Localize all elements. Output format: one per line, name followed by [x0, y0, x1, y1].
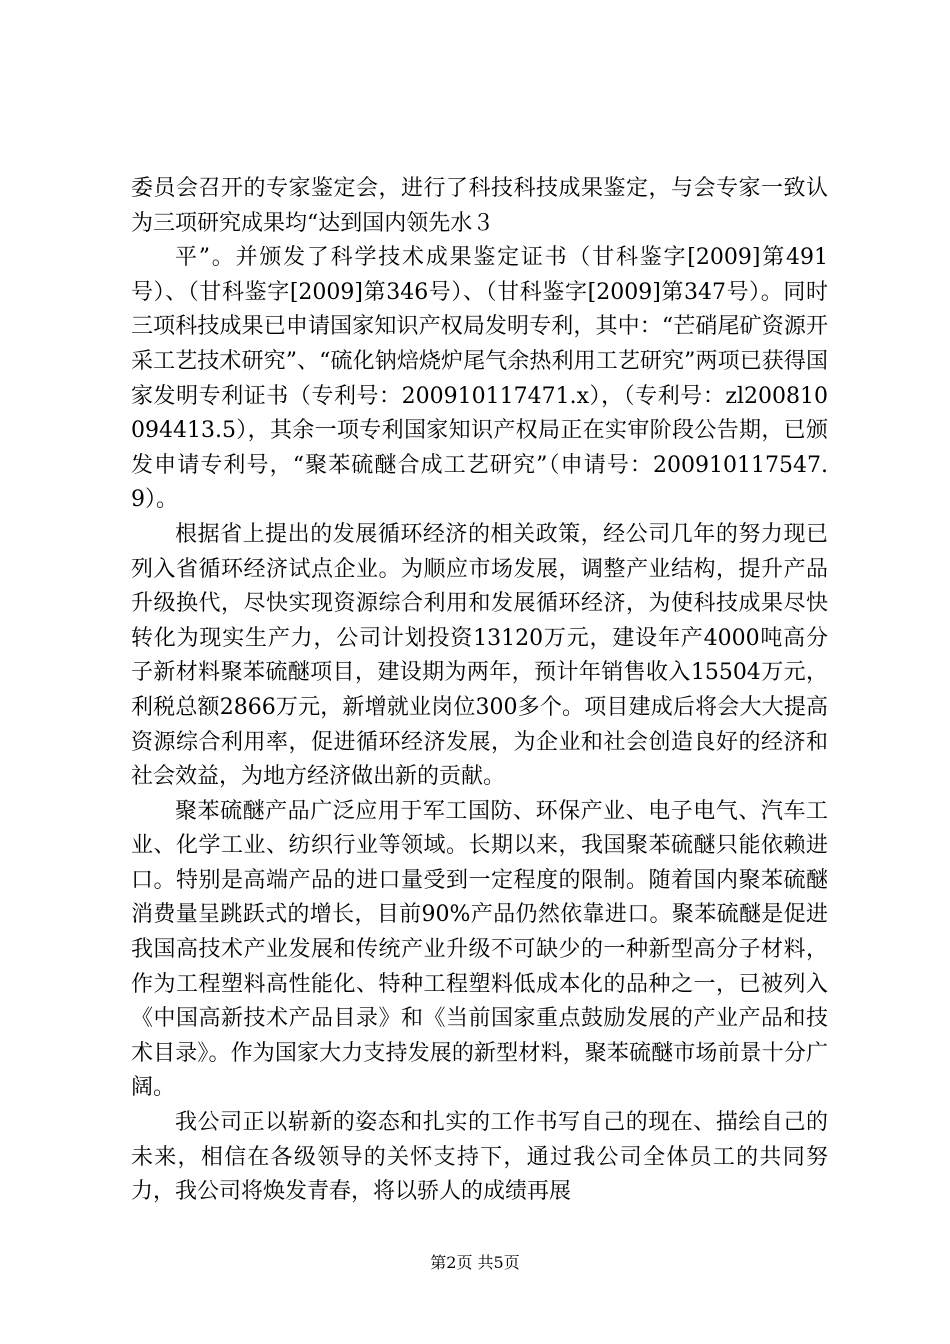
page-footer: 第2页 共5页: [430, 1253, 520, 1272]
paragraph-investment: 根据省上提出的发展循环经济的相关政策，经公司几年的努力现已列入省循环经济试点企业。为顺应市场发展，调整产业结构，提升产品升级换代，尽快实现资源综合利用和发展循环经济，为使科技成果尽快转化为现实生产力，公司计划投资13120万元，建设年产4000吨高分子新材料聚苯硫醚项目，建设期为两年，预计年销售收入15504万元，利税总额2866万元，新增就业岗位300多个。项目建成后将会大大提高资源综合利用率，促进循环经济发展，为企业和社会创造良好的经济和社会效益，为地方经济做出新的贡献。: [131, 521, 828, 790]
paragraph-outlook: 我公司正以崭新的姿态和扎实的工作书写自己的现在、描绘自己的未来，相信在各级领导的关怀支持下，通过我公司全体员工的共同努力，我公司将焕发青春，将以骄人的成绩再展: [131, 1110, 828, 1205]
paragraph-continued: 委员会召开的专家鉴定会，进行了科技科技成果鉴定，与会专家一致认为三项研究成果均“达到国内领先水３: [131, 176, 828, 236]
document-body: [131, 172, 828, 1210]
paragraph-patents: 平”。并颁发了科学技术成果鉴定证书（甘科鉴字[2009]第491号）、（甘科鉴字[2009]第346号）、（甘科鉴字[2009]第347号）。同时三项科技成果已申请国家知识产权局发明专利，其中：“芒硝尾矿资源开采工艺技术研究”、“硫化钠焙烧炉尾气余热利用工艺研究”两项已获得国家发明专利证书（专利号：200910117471.x），（专利号：zl200810094413.5），其余一项专利国家知识产权局正在实审阶段公告期，已颁发申请专利号，“聚苯硫醚合成工艺研究”（申请号：200910117547.9）。: [131, 245, 828, 513]
paragraph-applications: 聚苯硫醚产品广泛应用于军工国防、环保产业、电子电气、汽车工业、化学工业、纺织行业等领域。长期以来，我国聚苯硫醚只能依赖进口。特别是高端产品的进口量受到一定程度的限制。随着国内聚苯硫醚消费量呈跳跃式的增长，目前90%产品仍然依靠进口。聚苯硫醚是促进我国高技术产业发展和传统产业升级不可缺少的一种新型高分子材料，作为工程塑料高性能化、特种工程塑料低成本化的品种之一，已被列入《中国高新技术产品目录》和《当前国家重点鼓励发展的产业产品和技术目录》。作为国家大力支持发展的新型材料，聚苯硫醚市场前景十分广阔。: [131, 798, 828, 1101]
